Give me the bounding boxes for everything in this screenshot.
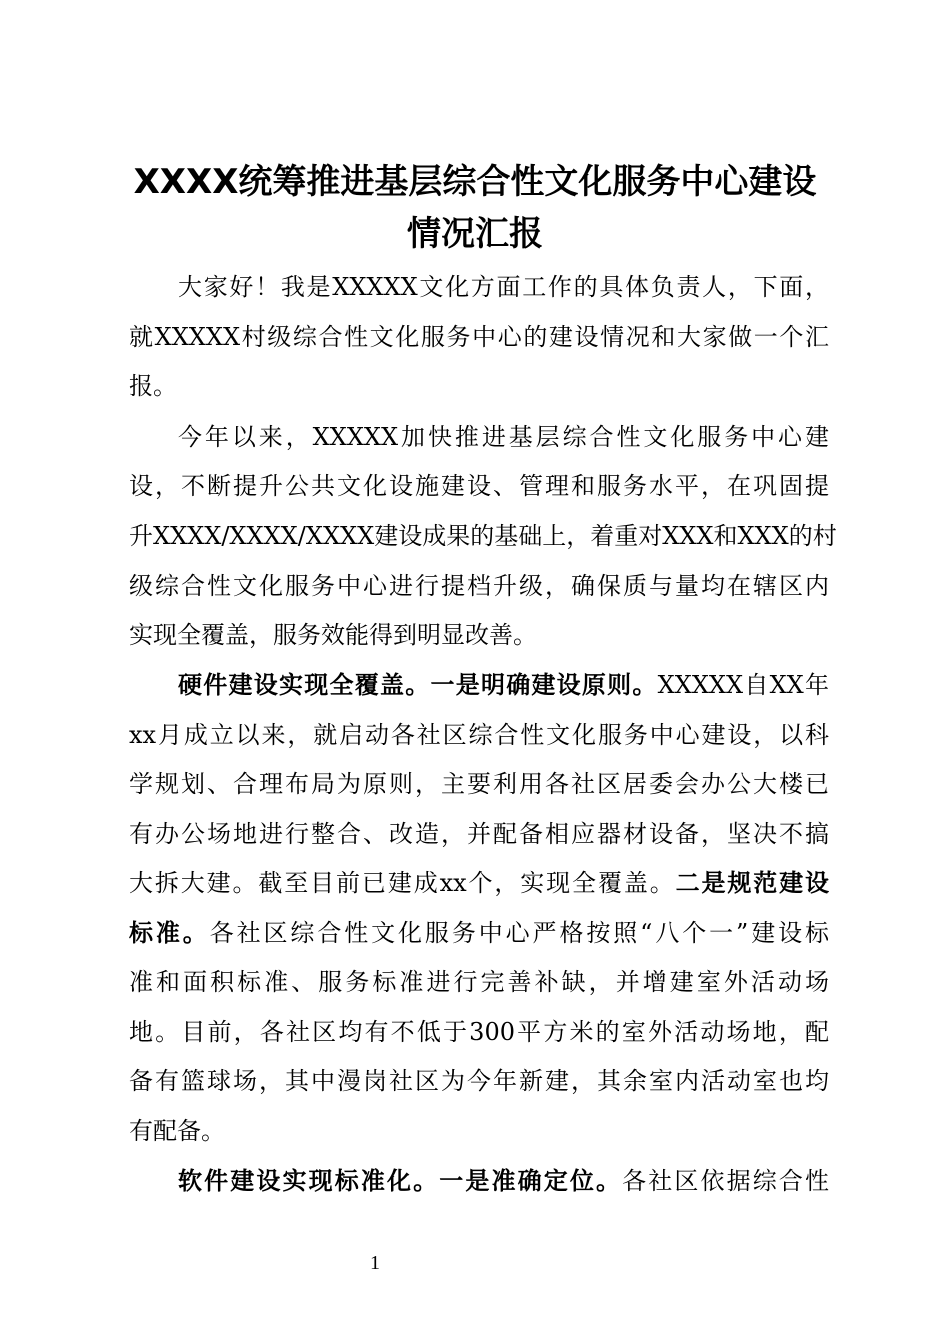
subsection-heading: 二是规范建设	[675, 869, 830, 897]
subsection-heading: 一是准确定位。	[439, 1167, 623, 1195]
body-line: 设，不断提升公共文化设施建设、管理和服务水平，在巩固提	[129, 472, 829, 500]
body-line: 报。	[129, 372, 177, 400]
body-text: 大拆大建。截至目前已建成xx个，实现全覆盖。	[129, 869, 676, 897]
body-line: 级综合性文化服务中心进行提档升级，确保质与量均在辖区内	[129, 572, 829, 600]
document-title-line-1: XXXX统筹推进基层综合性文化服务中心建设	[133, 162, 817, 202]
body-line: 升XXXX/XXXX/XXXX建设成果的基础上，着重对XXX和XXX的村	[129, 522, 837, 550]
body-line: 地。目前，各社区均有不低于300平方米的室外活动场地，配	[129, 1018, 829, 1046]
body-line: 有配备。	[129, 1117, 225, 1145]
body-line: 大家好！我是XXXXX文化方面工作的具体负责人，下面，	[178, 273, 829, 301]
body-line: 学规划、合理布局为原则，主要利用各社区居委会办公大楼已	[129, 770, 829, 798]
body-line: 就XXXXX村级综合性文化服务中心的建设情况和大家做一个汇	[129, 323, 829, 351]
body-line: 有办公场地进行整合、改造，并配备相应器材设备，坚决不搞	[129, 820, 829, 848]
body-line: 今年以来，XXXXX加快推进基层综合性文化服务中心建	[178, 423, 829, 451]
section-heading: 硬件建设实现全覆盖。	[178, 671, 431, 699]
body-line: xx月成立以来，就启动各社区综合性文化服务中心建设，以科	[129, 721, 829, 749]
body-text: 各社区综合性文化服务中心严格按照“八个一”建设标	[209, 919, 830, 947]
body-line	[178, 1156, 829, 1206]
section-heading: 软件建设实现标准化。	[178, 1167, 440, 1195]
subsection-heading: 一是明确建设原则。	[430, 671, 658, 699]
body-text: 各社区依据综合性	[622, 1167, 829, 1195]
page-number: 1	[370, 1252, 380, 1274]
body-line	[129, 908, 829, 958]
body-text: XXXXX自XX年	[657, 671, 830, 699]
body-line: 准和面积标准、服务标准进行完善补缺，并增建室外活动场	[129, 968, 829, 996]
body-line: 备有篮球场，其中漫岗社区为今年新建，其余室内活动室也均	[129, 1067, 829, 1095]
subsection-heading: 标准。	[129, 919, 210, 947]
document-title-line-2: 情况汇报	[407, 214, 543, 254]
body-line: 实现全覆盖，服务效能得到明显改善。	[129, 621, 537, 649]
body-line	[178, 660, 829, 710]
body-line	[129, 858, 829, 908]
